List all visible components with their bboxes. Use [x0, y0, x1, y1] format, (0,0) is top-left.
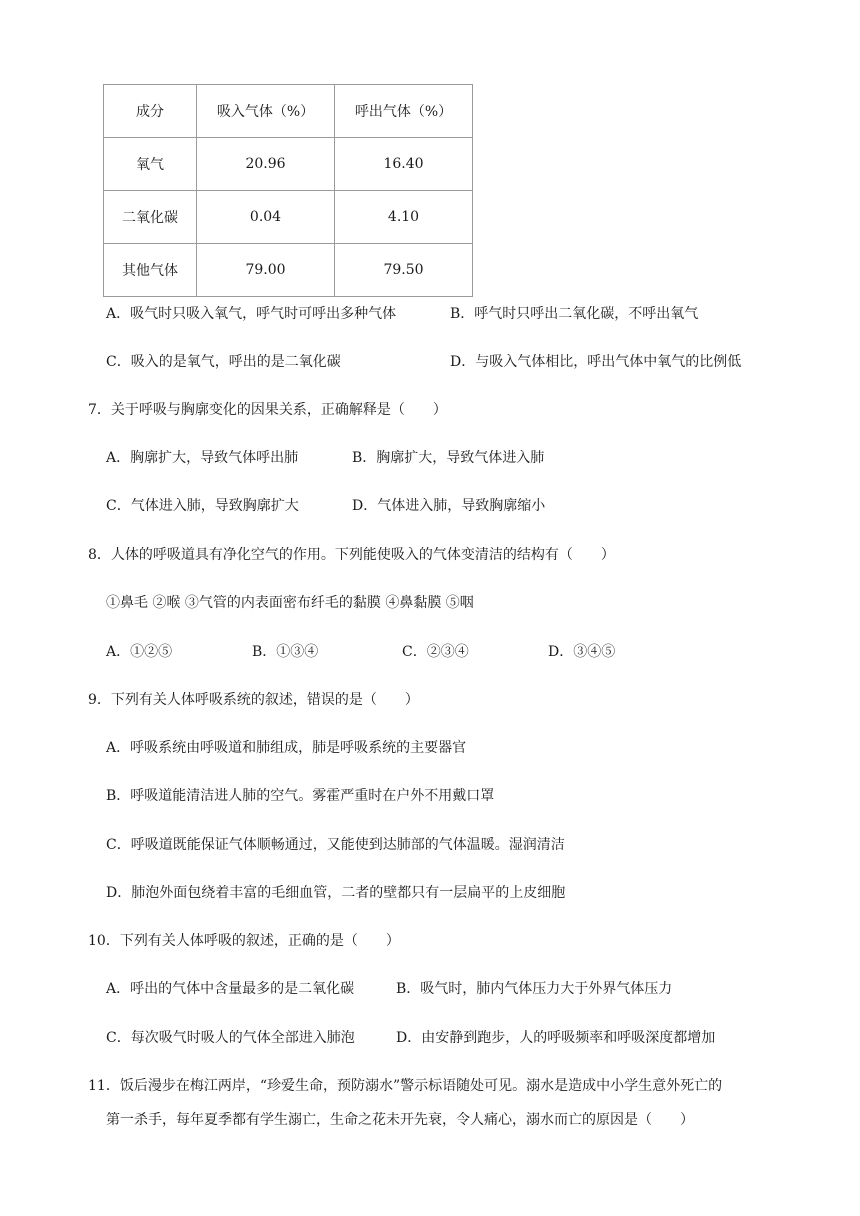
table-cell: 氧气	[104, 138, 197, 191]
q7-option-a: A．胸廓扩大，导致气体呼出肺	[106, 450, 299, 466]
q8-stem: 8．人体的呼吸道具有净化空气的作用。下列能使吸入的气体变清洁的结构有（ ）	[88, 547, 615, 563]
q6-option-c: C．吸入的是氧气，呼出的是二氧化碳	[106, 354, 341, 370]
table-header-cell: 呼出气体（%）	[335, 85, 473, 138]
q10-option-b: B．吸气时，肺内气体压力大于外界气体压力	[396, 981, 673, 997]
q9-stem: 9．下列有关人体呼吸系统的叙述，错误的是（ ）	[88, 692, 419, 708]
q9-option-c: C．呼吸道既能保证气体顺畅通过，又能使到达肺部的气体温暖。湿润清洁	[106, 837, 565, 853]
table-row	[104, 244, 473, 297]
q10-option-a: A．呼出的气体中含量最多的是二氧化碳	[106, 981, 355, 997]
table-header-cell: 吸入气体（%）	[197, 85, 335, 138]
table-row	[104, 138, 473, 191]
q11-stem-line1: 11．饭后漫步在梅江两岸，“珍爱生命，预防溺水”警示标语随处可见。溺水是造成中小学生意外死亡的	[88, 1078, 723, 1094]
q9-option-a: A．呼吸系统由呼吸道和肺组成，肺是呼吸系统的主要器官	[106, 740, 467, 756]
table-cell: 其他气体	[104, 244, 197, 297]
table-cell: 4.10	[335, 191, 473, 244]
q8-option-b: B．①③④	[252, 644, 319, 660]
q10-option-d: D．由安静到跑步，人的呼吸频率和呼吸深度都增加	[396, 1030, 716, 1046]
table-header-cell: 成分	[104, 85, 197, 138]
table-cell: 79.50	[335, 244, 473, 297]
table-row	[104, 191, 473, 244]
q10-option-c: C．每次吸气时吸人的气体全部进入肺泡	[106, 1030, 355, 1046]
q9-option-b: B．呼吸道能清洁进人肺的空气。雾霍严重时在户外不用戴口罩	[106, 788, 495, 804]
q11-stem-line2: 第一杀手，每年夏季都有学生溺亡，生命之花未开先衰，令人痛心，溺水而亡的原因是（ ）	[106, 1112, 694, 1128]
table-cell: 16.40	[335, 138, 473, 191]
q6-option-a: A．吸气时只吸入氧气，呼气时可呼出多种气体	[106, 306, 397, 322]
q8-option-a: A．①②⑤	[106, 644, 173, 660]
q6-option-d: D．与吸入气体相比，呼出气体中氧气的比例低	[450, 354, 742, 370]
q7-option-c: C．气体进入肺，导致胸廓扩大	[106, 498, 299, 514]
q9-option-d: D．肺泡外面包绕着丰富的毛细血管，二者的壁都只有一层扁平的上皮细胞	[106, 885, 566, 901]
q6-option-b: B．呼气时只呼出二氧化碳，不呼出氧气	[450, 306, 699, 322]
table-cell: 0.04	[197, 191, 335, 244]
gas-composition-table	[103, 84, 473, 297]
table-cell: 二氧化碳	[104, 191, 197, 244]
q7-stem: 7．关于呼吸与胸廓变化的因果关系，正确解释是（ ）	[88, 402, 447, 418]
table-cell: 79.00	[197, 244, 335, 297]
q7-option-b: B．胸廓扩大，导致气体进入肺	[352, 450, 545, 466]
table-cell: 20.96	[197, 138, 335, 191]
table-header-row	[104, 85, 473, 138]
q8-option-d: D．③④⑤	[548, 644, 616, 660]
q7-option-d: D．气体进入肺，导致胸廓缩小	[352, 498, 546, 514]
q8-option-c: C．②③④	[402, 644, 469, 660]
q10-stem: 10．下列有关人体呼吸的叙述，正确的是（ ）	[88, 933, 400, 949]
q8-items: ①鼻毛 ②喉 ③气管的内表面密布纤毛的黏膜 ④鼻黏膜 ⑤咽	[106, 595, 474, 611]
